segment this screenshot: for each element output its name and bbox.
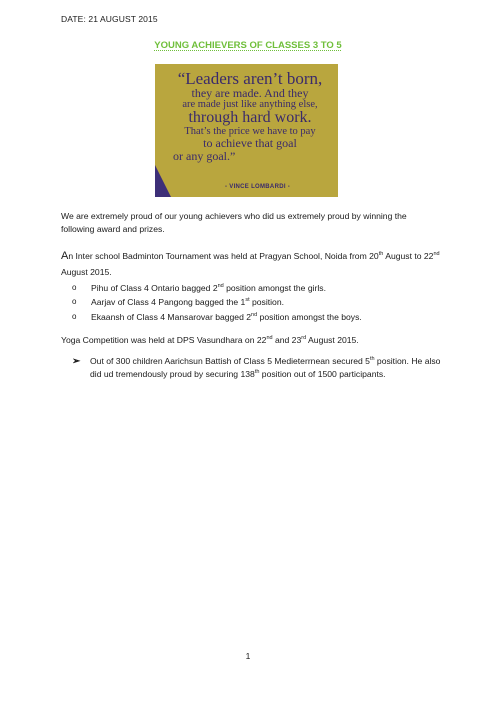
list-item-text-part: position amongst the boys. xyxy=(257,312,362,322)
poster-quote xyxy=(167,70,333,162)
intro-paragraph: We are extremely proud of our young achievers who did us extremely proud by winning the following award and prizes. xyxy=(61,211,407,234)
date-line: DATE: 21 AUGUST 2015 xyxy=(61,14,158,24)
list-item-text-part: Pihu of Class 4 Ontario bagged 2 xyxy=(91,283,218,293)
yoga-text: August 2015. xyxy=(306,335,359,345)
arrow-text-part: position. He also did ud tremendously proud by securing 138 xyxy=(90,356,441,379)
superscript: nd xyxy=(433,251,440,258)
quote-line: they are made. And they xyxy=(191,86,309,101)
superscript: nd xyxy=(251,312,258,319)
list-item-text-part: Aarjav of Class 4 Pangong bagged the 1 xyxy=(91,297,246,307)
quote-line: That’s the price we have to pay xyxy=(184,125,316,137)
yoga-paragraph xyxy=(61,334,441,347)
yoga-text: and 23 xyxy=(272,335,302,345)
quote-line: through hard work. xyxy=(188,109,312,127)
list-item-text xyxy=(91,297,284,307)
badminton-text: August 2015. xyxy=(61,267,112,277)
superscript: th xyxy=(369,356,375,363)
bullet-circle-icon: o xyxy=(72,312,77,321)
page-number: 1 xyxy=(245,651,251,661)
quote-line: are made just like anything else, xyxy=(182,98,318,110)
poster-corner-triangle xyxy=(155,165,171,197)
quote-poster xyxy=(155,64,338,197)
arrow-text-part: position out of 1500 participants. xyxy=(259,369,386,379)
page-title: YOUNG ACHIEVERS OF CLASSES 3 TO 5 xyxy=(154,40,342,51)
list-item-text xyxy=(91,312,362,322)
list-item-text xyxy=(91,283,326,293)
superscript: nd xyxy=(217,283,224,290)
arrow-item-text xyxy=(90,355,442,381)
badminton-text: n Inter school Badminton Tournament was held at Pragyan School, Noida from 20 xyxy=(68,251,379,261)
quote-line: to achieve that goal xyxy=(203,136,297,151)
yoga-text: Yoga Competition was held at DPS Vasundhara on 22 xyxy=(61,335,267,345)
quote-line: or any goal.” xyxy=(173,148,236,163)
quote-line: “Leaders aren’t born, xyxy=(177,69,323,88)
bullet-circle-icon: o xyxy=(72,297,77,306)
superscript: rd xyxy=(301,335,307,342)
superscript: nd xyxy=(266,335,273,342)
drop-letter: A xyxy=(61,250,69,262)
list-item-text-part: Ekaansh of Class 4 Mansarovar bagged 2 xyxy=(91,312,252,322)
superscript: th xyxy=(378,251,384,258)
badminton-text: August to 22 xyxy=(383,251,434,261)
superscript: th xyxy=(254,369,260,376)
quote-author: - VINCE LOMBARDI - xyxy=(225,184,291,190)
list-item-text-part: position. xyxy=(249,297,285,307)
arrow-right-icon: ➢ xyxy=(72,356,81,367)
bullet-circle-icon: o xyxy=(72,283,77,292)
arrow-text-part: Out of 300 children Aarichsun Battish of Class 5 Medieterrnean secured 5 xyxy=(90,356,370,366)
list-item-text-part: position amongst the girls. xyxy=(223,283,326,293)
superscript: st xyxy=(245,297,250,304)
badminton-paragraph xyxy=(61,248,441,280)
